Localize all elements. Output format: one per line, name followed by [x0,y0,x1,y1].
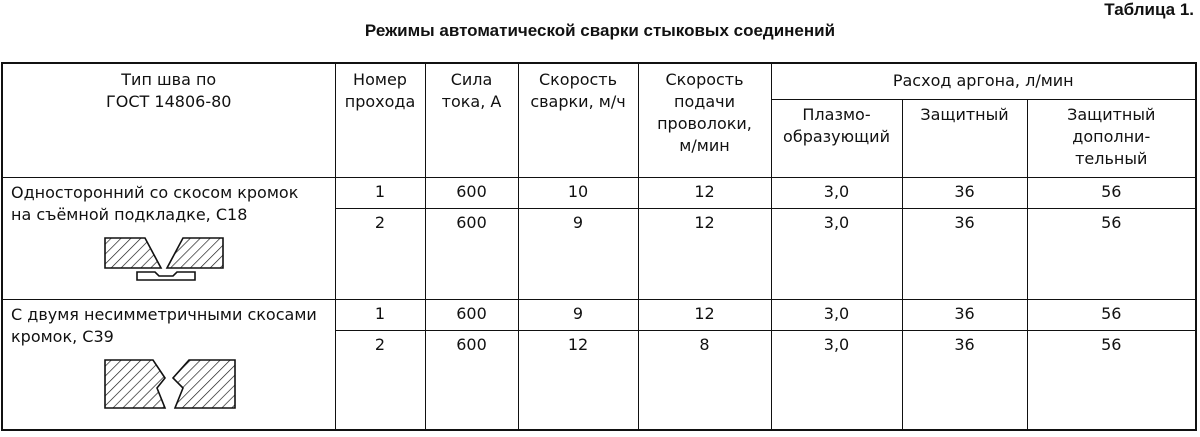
protective-cell: 36 [902,330,1027,430]
header-seam-type-line: ГОСТ 14806-80 [106,92,232,111]
single-bevel-backing-joint-icon [103,236,225,282]
seam-type-line: кромок, С39 [11,326,114,346]
protective-cell: 36 [902,299,1027,330]
seam-type-line: Односторонний со скосом кромок [11,182,299,202]
table-number: Таблица 1. [1104,0,1194,19]
header-protective [902,99,1027,177]
header-plasma [771,99,902,177]
header-plasma-line: образующий [783,126,890,146]
current-cell: 600 [425,177,518,208]
wire-speed-cell: 12 [638,208,771,299]
table-caption: Режимы автоматической сварки стыковых соединений [364,21,836,40]
plasma-cell: 3,0 [771,330,902,430]
header-seam-type [2,63,335,177]
header-weld-speed-line: сварки, м/ч [530,92,626,111]
current-cell: 600 [425,208,518,299]
seam-type-cell [2,177,335,299]
plasma-cell: 3,0 [771,299,902,330]
seam-type-line: на съёмной подкладке, С18 [11,204,248,224]
header-current [425,63,518,177]
seam-type-line: С двумя несимметричными скосами [11,304,317,324]
pass-cell: 1 [335,177,425,208]
header-wire-speed-line: Скорость [665,70,744,89]
protective-cell: 36 [902,177,1027,208]
pass-cell: 1 [335,299,425,330]
protective-extra-cell: 56 [1027,177,1196,208]
header-wire-speed-line: подачи [674,92,735,111]
header-current-line: Сила [450,70,493,89]
pass-cell: 2 [335,330,425,430]
protective-cell: 36 [902,208,1027,299]
weld-speed-cell: 9 [518,299,638,330]
weld-speed-cell: 9 [518,208,638,299]
seam-type-cell [2,299,335,430]
header-argon-flow-label: Расход аргона, л/мин [892,71,1074,91]
header-protective-extra [1027,99,1196,177]
header-current-line: тока, А [441,92,502,111]
plasma-cell: 3,0 [771,208,902,299]
wire-speed-cell: 8 [638,330,771,430]
current-cell: 600 [425,299,518,330]
header-pass-number-line: Номер [353,70,407,89]
header-protective-extra-line: дополни- [1072,126,1151,146]
wire-speed-cell: 12 [638,299,771,330]
header-wire-speed [638,63,771,177]
header-weld-speed-line: Скорость [538,70,618,89]
header-pass-number [335,63,425,177]
wire-speed-cell: 12 [638,177,771,208]
header-wire-speed-line: м/мин [679,136,730,155]
pass-cell: 2 [335,208,425,299]
protective-extra-cell: 56 [1027,299,1196,330]
header-seam-type-line: Тип шва по [121,70,217,89]
protective-extra-cell: 56 [1027,330,1196,430]
header-protective-extra-line: Защитный [1067,104,1156,124]
header-protective-label: Защитный [920,104,1009,124]
double-asymmetric-bevel-joint-icon [103,358,237,412]
current-cell: 600 [425,330,518,430]
header-protective-extra-line: тельный [1075,148,1148,168]
plasma-cell: 3,0 [771,177,902,208]
protective-extra-cell: 56 [1027,208,1196,299]
header-plasma-line: Плазмо- [802,104,871,124]
welding-modes-table [1,62,1197,431]
header-weld-speed [518,63,638,177]
table-row [2,299,1196,330]
header-pass-number-line: прохода [344,92,416,111]
header-argon-flow [771,63,1196,99]
weld-speed-cell: 12 [518,330,638,430]
weld-speed-cell: 10 [518,177,638,208]
header-wire-speed-line: проволоки, [657,114,752,133]
table-row [2,177,1196,208]
